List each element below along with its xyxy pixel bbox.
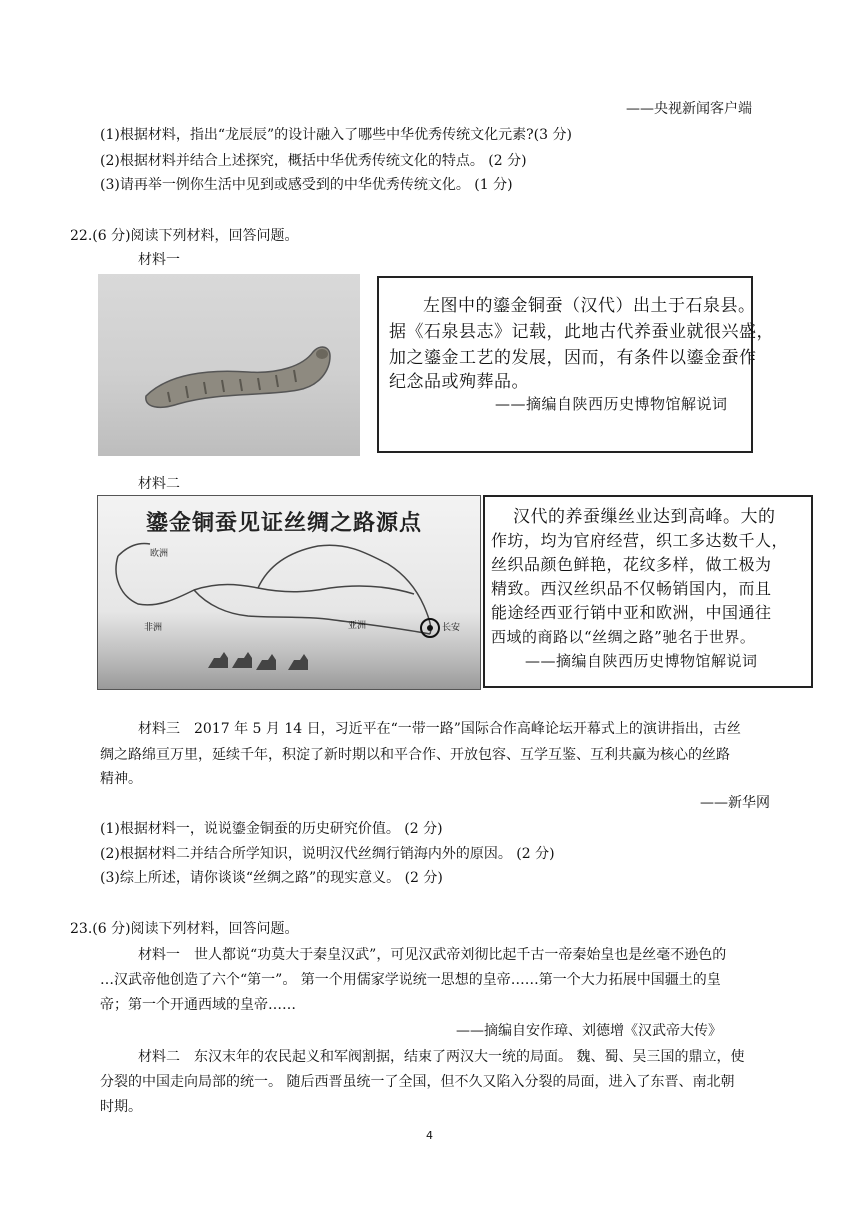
material-2-line-3: 丝织品颜色鲜艳，花纹多样，做工极为	[491, 555, 772, 574]
material-1-line-4: 纪念品或殉葬品。	[389, 372, 529, 392]
material-2-line-6: 西域的商路以“丝绸之路”驰名于世界。	[491, 628, 756, 646]
material-1-text-box	[377, 276, 774, 453]
map-title: 鎏金铜蚕见证丝绸之路源点	[146, 511, 423, 536]
material-3-source: ——新华网	[700, 795, 770, 811]
silk-road-map	[97, 495, 481, 690]
q22-question-1: (1)根据材料一，说说鎏金铜蚕的历史研究价值。 (2 分)	[100, 821, 443, 837]
material-2-line-1: 汉代的养蚕缫丝业达到高峰。大的	[513, 507, 776, 527]
material-1-line-1: 左图中的鎏金铜蚕（汉代）出土于石泉县。	[423, 296, 756, 316]
q22-material-1-label: 材料一	[138, 252, 180, 268]
material-3-line-3: 精神。	[100, 771, 142, 787]
map-label-africa: 非洲	[144, 623, 163, 633]
q21-question-2: (2)根据材料并结合上述探究，概括中华优秀传统文化的特点。 (2 分)	[100, 153, 527, 169]
material-3-line-2: 绸之路绵亘万里，延续千年，积淀了新时期以和平合作、开放包容、互学互鉴、互利共赢为核心的丝路	[100, 747, 730, 763]
q22-heading: 22.(6 分)阅读下列材料，回答问题。	[70, 228, 299, 244]
material-3-line-1: 材料三 2017 年 5 月 14 日，习近平在“一带一路”国际合作高峰论坛开幕式上的演讲指出，古丝	[138, 721, 741, 737]
silkworm-image	[98, 274, 360, 456]
material-2-text-box	[483, 495, 813, 688]
material-2-line-2: 作坊，均为官府经营，织工多达数千人，	[491, 531, 789, 550]
q23-m2-line-1: 材料二 东汉末年的农民起义和军阀割据，结束了两汉大一统的局面。 魏、蜀、吴三国的鼎立，使	[138, 1049, 745, 1065]
q23-m1-line-3: 帝；第一个开通西域的皇帝……	[100, 997, 296, 1013]
map-label-europe: 欧洲	[150, 549, 169, 559]
q23-m2-line-2: 分裂的中国走向局部的统一。 随后西晋虽统一了全国，但不久又陷入分裂的局面，进入了东晋、南北朝	[100, 1074, 735, 1090]
material-2-source: ——摘编自陕西历史博物馆解说词	[525, 652, 758, 670]
map-label-changan: 长安	[442, 623, 461, 633]
q22-material-2-label: 材料二	[138, 476, 180, 492]
material-2-line-4: 精致。西汉丝织品不仅畅销国内，而且	[491, 579, 772, 598]
route-lines	[98, 496, 480, 689]
material-1-line-3: 加之鎏金工艺的发展，因而，有条件以鎏金蚕作	[389, 348, 757, 368]
q23-heading: 23.(6 分)阅读下列材料，回答问题。	[70, 921, 299, 937]
material-1-source: ——摘编自陕西历史博物馆解说词	[495, 395, 728, 413]
material-2-line-5: 能途经西亚行销中亚和欧洲，中国通往	[491, 603, 772, 622]
q23-m1-line-1: 材料一 世人都说“功莫大于秦皇汉武”，可见汉武帝刘彻比起千古一帝秦始皇也是丝毫不逊色的	[138, 947, 727, 963]
q21-question-3: (3)请再举一例你生活中见到或感受到的中华优秀传统文化。 (1 分)	[100, 177, 513, 193]
material-1-line-2: 据《石泉县志》记载，此地古代养蚕业就很兴盛，	[389, 322, 774, 342]
map-label-asia: 亚洲	[348, 621, 367, 631]
gilt-bronze-silkworm-photo	[98, 274, 360, 456]
q23-m1-source: ——摘编自安作璋、刘德增《汉武帝大传》	[456, 1023, 722, 1039]
q22-question-3: (3)综上所述，请你谈谈“丝绸之路”的现实意义。 (2 分)	[100, 870, 443, 886]
q22-question-2: (2)根据材料二并结合所学知识，说明汉代丝绸行销海内外的原因。 (2 分)	[100, 846, 555, 862]
q21-source: ——央视新闻客户端	[626, 101, 752, 117]
q23-m1-line-2: …汉武帝他创造了六个“第一”。 第一个用儒家学说统一思想的皇帝……第一个大力拓展中国疆土的皇	[100, 972, 721, 988]
page-number: 4	[426, 1129, 433, 1142]
q23-m2-line-3: 时期。	[100, 1099, 142, 1115]
q21-question-1: (1)根据材料，指出“龙辰辰”的设计融入了哪些中华优秀传统文化元素?(3 分)	[100, 127, 572, 143]
